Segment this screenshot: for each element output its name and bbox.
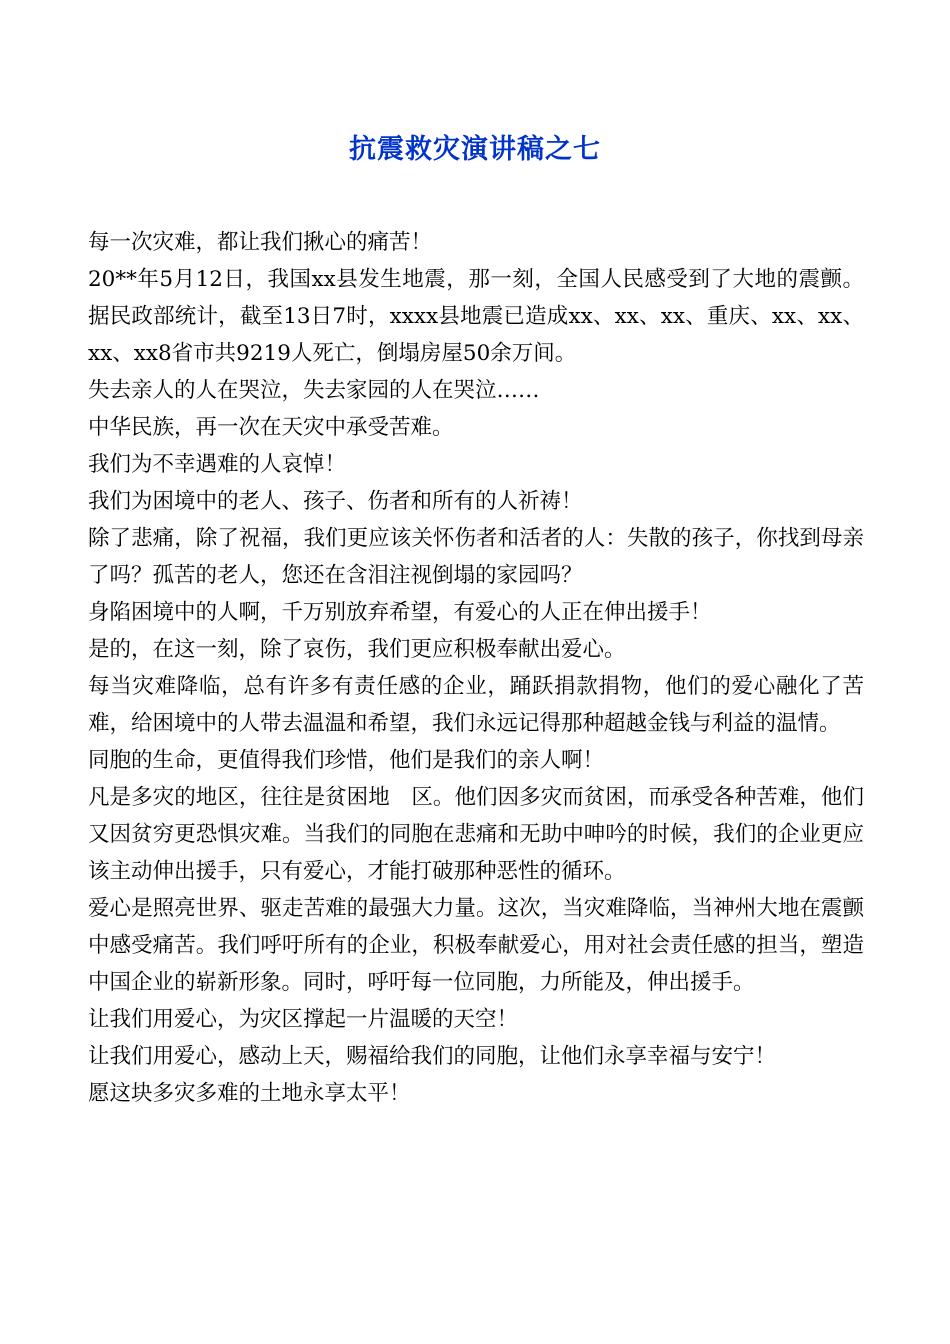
paragraph-9: 是的，在这一刻，除了哀伤，我们更应积极奉献出爱心。 (88, 637, 626, 662)
paragraph-12: 凡是多灾的地区，往往是贫困地 区。他们因多灾而贫困，而承受各种苦难，他们又因贫穷更恐惧灾难。当我们的同胞在悲痛和无助中呻吟的时候，我们的企业更应该主动伸出援手，只有爱心，才能打破那种恶性的循环。 (88, 785, 864, 884)
paragraph-5: 我们为不幸遇难的人哀悼！ (88, 452, 347, 477)
paragraph-2: 20**年5月12日，我国xx县发生地震，那一刻，全国人民感受到了大地的震颤。据民政部统计，截至13日7时，xxxx县地震已造成xx、xx、xx、重庆、xx、xx、xx、xx8省市共9219人死亡，倒塌房屋50余万间。 (88, 267, 864, 366)
paragraph-6: 我们为困境中的老人、孩子、伤者和所有的人祈祷！ (88, 489, 583, 514)
document-body (88, 224, 864, 1112)
document-title: 抗震救灾演讲稿之七 (349, 134, 601, 165)
paragraph-11: 同胞的生命，更值得我们珍惜，他们是我们的亲人啊！ (88, 748, 605, 773)
paragraph-16: 愿这块多灾多难的土地永享太平！ (88, 1081, 411, 1106)
paragraph-4: 中华民族，再一次在天灾中承受苦难。 (88, 415, 454, 440)
paragraph-7: 除了悲痛，除了祝福，我们更应该关怀伤者和活者的人：失散的孩子，你找到母亲了吗？孤苦的老人，您还在含泪注视倒塌的家园吗？ (88, 526, 864, 588)
paragraph-8: 身陷困境中的人啊，千万别放弃希望，有爱心的人正在伸出援手！ (88, 600, 712, 625)
paragraph-3: 失去亲人的人在哭泣，失去家园的人在哭泣…… (88, 378, 540, 403)
paragraph-14: 让我们用爱心，为灾区撑起一片温暖的天空！ (88, 1007, 519, 1032)
paragraph-10: 每当灾难降临，总有许多有责任感的企业，踊跃捐款捐物，他们的爱心融化了苦难，给困境中的人带去温温和希望，我们永远记得那种超越金钱与利益的温情。 (88, 674, 864, 736)
paragraph-1: 每一次灾难，都让我们揪心的痛苦！ (88, 230, 433, 255)
paragraph-13: 爱心是照亮世界、驱走苦难的最强大力量。这次，当灾难降临，当神州大地在震颤中感受痛苦。我们呼吁所有的企业，积极奉献爱心，用对社会责任感的担当，塑造中国企业的崭新形象。同时，呼吁每一位同胞，力所能及，伸出援手。 (88, 896, 864, 995)
paragraph-15: 让我们用爱心，感动上天，赐福给我们的同胞，让他们永享幸福与安宁！ (88, 1044, 777, 1069)
